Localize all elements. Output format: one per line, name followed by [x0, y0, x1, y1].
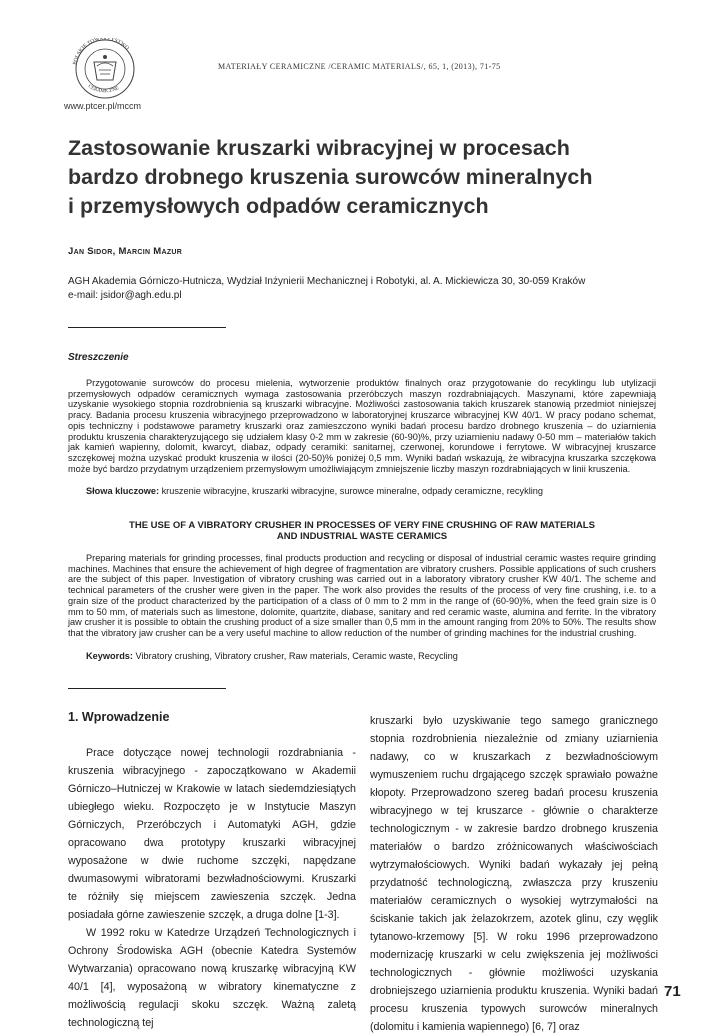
logo-text-top: POLSKIE TOWARZYSTWO	[72, 38, 130, 66]
body-column-right	[370, 712, 658, 1036]
english-title-line-1: THE USE OF A VIBRATORY CRUSHER IN PROCESSES OF VERY FINE CRUSHING OF RAW MATERIALS	[129, 520, 595, 531]
divider	[68, 327, 226, 328]
abstract-polish-text: Przygotowanie surowców do procesu mielenia, wytworzenie produktów finalnych oraz przygotowanie do recyklingu lub utylizacji przemysłowych odpadów ceramicznych wymaga zastosowania przeróbczych maszyn rozdrabniających. Maszynami, które zapewniają uzyskanie wysokiego stopnia rozdrobnienia są kruszarki wibracyjne. Możliwości zastosowania takich kruszarek stanowią przedmiot niniejszej pracy. Badania procesu kruszenia wibracyjnego przeprowadzono w laboratoryjnej kruszarce wibracyjnej KW 40/1. W pracy podano schemat, opis techniczny i podstawowe parametry kruszarki oraz zamieszczono wyniki badań procesu bardzo drobnego kruszenia – do uziarnienia produktu kruszenia charakteryzującego się udziałem klasy 0-2 mm w zakresie (60-90)%, przy uziarnieniu nadawy 0-50 mm – materiałów takich jak kamień wapienny, dolomit, kwarcyt, diabaz, odpady ceramiki: sanitarnej, czerwonej, korundowe i ferrytowe. W wibracyjnej kruszarce szczękowej można uzyskać produkt kruszenia w ilości (20-50)% poniżej 0,5 mm. Wyniki badań wskazują, że wibracyjna kruszarka szczękowa może być bardzo przydatnym urządzeniem przemysłowym umożliwiającym zmniejszenie liczby maszyn rozdrabniających w linii kruszenia.	[68, 378, 656, 474]
paragraph: W 1992 roku w Katedrze Urządzeń Technologicznych i Ochrony Środowiska AGH (obecnie Katedra Systemów Wytwarzania) opracowano nową kruszarkę wibracyjną KW 40/1 [4], wyposażoną w wibratory kinematyczne z możliwością regulacji skoku szczęk. Ważną zaletą technologiczną tej	[68, 927, 356, 1029]
english-title	[68, 520, 656, 542]
keywords-polish	[86, 486, 656, 496]
body-column-left	[68, 708, 356, 1032]
abstract-english-text: Preparing materials for grinding processes, final products production and recycling or disposal of industrial ceramic wastes require grinding machines. Machines that ensure the achievement of high degree of fragmentation are vibratory crushers. Possible applications of such crushers are the subject of this paper. Investigation of vibratory crushing was carried out in a laboratory vibratory crusher KW 40/1. The scheme and technical parameters of the crusher were given in the paper. The work also provides the results of the process of very fine crushing, i.e. to a grain size of the product characterized by the participation of a class of 0 mm to 2 mm in the range of (60-90)%, when the feed grain size is 0 mm to 50 mm, of materials such as limestone, dolomite, quartzite, diabase, sanitary and red ceramic waste, alumina and ferrite. In the vibratory jaw crusher it is possible to obtain the crushing product of a size smaller than 0,5 mm in the amount ranging from 20% to 50%. The results show that the vibratory jaw crusher can be a very useful machine to allow reduction of the number of grinding machines for the industrial crushing.	[68, 553, 656, 638]
abstract-english	[68, 553, 656, 639]
paper-title	[68, 134, 668, 221]
title-line-1: Zastosowanie kruszarki wibracyjnej w procesach	[68, 136, 570, 160]
divider	[68, 688, 226, 689]
journal-reference: MATERIAŁY CERAMICZNE /CERAMIC MATERIALS/, 65, 1, (2013), 71-75	[218, 62, 501, 71]
paragraph: kruszarki było uzyskiwanie tego samego granicznego stopnia rozdrobnienia niezależnie od zmiany uziarnienia nadawy, co w kruszarkach z bezwładnościowym wymuszeniem ruchu drgającego szczęk sprawiało poważne kłopoty. Przeprowadzono szereg badań procesu kruszenia wibracyjnego w tej kruszarce - głównie o charakterze technologicznym - w zakresie bardzo drobnego kruszenia materiałów o bardzo zróżnicowanych właściwościach wytrzymałościowych. Wyniki badań wykazały jej pełną przydatność technologiczną, zwłaszcza przy kruszeniu materiałów ceramicznych o wysokiej wytrzymałości na ściskanie takich jak żelazokrzem, azotek glinu, czy węglik tytanowo-krzemowy [5]. W roku 1996 przeprowadzono modernizację kruszarki w celu zwiększenia jej możliwości technologicznych - głównie możliwości uzyskania drobniejszego uziarnienia produktu kruszenia. Wyniki badań procesu kruszenia typowych surowców mineralnych (dolomitu i kamienia wapiennego) [6, 7] oraz	[370, 715, 658, 1033]
title-line-2: bardzo drobnego kruszenia surowców mineralnych	[68, 165, 593, 189]
affiliation-address: AGH Akademia Górniczo-Hutnicza, Wydział Inżynierii Mechanicznej i Robotyki, al. A. Mickiewicza 30, 30-059 Kraków	[68, 276, 586, 287]
affiliation-email: e-mail: jsidor@agh.edu.pl	[68, 290, 182, 301]
keywords-list: kruszenie wibracyjne, kruszarki wibracyjne, surowce mineralne, odpady ceramiczne, recykling	[159, 486, 544, 496]
keywords-english	[86, 651, 656, 661]
logo-text-bottom: CERAMICZNE	[86, 84, 120, 95]
english-title-line-2: AND INDUSTRIAL WASTE CERAMICS	[276, 531, 448, 542]
keywords-label: Słowa kluczowe:	[86, 486, 160, 496]
paragraph: Prace dotyczące nowej technologii rozdrabniania - kruszenia wibracyjnego - zapoczątkowano w Akademii Górniczo–Hutniczej w Krakowie w latach siedemdziesiątych ubiegłego wieku. Rozpoczęto je w Instytucie Maszyn Górniczych, Przeróbczych i Automatyki AGH, gdzie opracowano dwa prototypy kruszarki wibracyjnej wyposażone w dwie ruchome szczęki, napędzane dwumasowymi wibratorami bezwładnościowymi. Kruszarki te różniły się miejscem zawieszenia szczęk. Jedna posiadała górne zawieszenie szczęk, a druga dolne [1-3].	[68, 747, 356, 921]
site-url[interactable]: www.ptcer.pl/mccm	[64, 101, 142, 111]
society-logo	[64, 38, 146, 100]
page-number: 71	[664, 983, 681, 1000]
section-heading: 1. Wprowadzenie	[68, 710, 170, 724]
keywords-list: Vibratory crushing, Vibratory crusher, Raw materials, Ceramic waste, Recycling	[132, 651, 458, 661]
authors: Jan Sidor, Marcin Mazur	[68, 246, 183, 257]
title-line-3: i przemysłowych odpadów ceramicznych	[68, 194, 489, 218]
abstract-heading: Streszczenie	[68, 352, 129, 363]
abstract-polish	[68, 378, 656, 474]
affiliation	[68, 275, 668, 303]
keywords-label: Keywords:	[86, 651, 133, 661]
